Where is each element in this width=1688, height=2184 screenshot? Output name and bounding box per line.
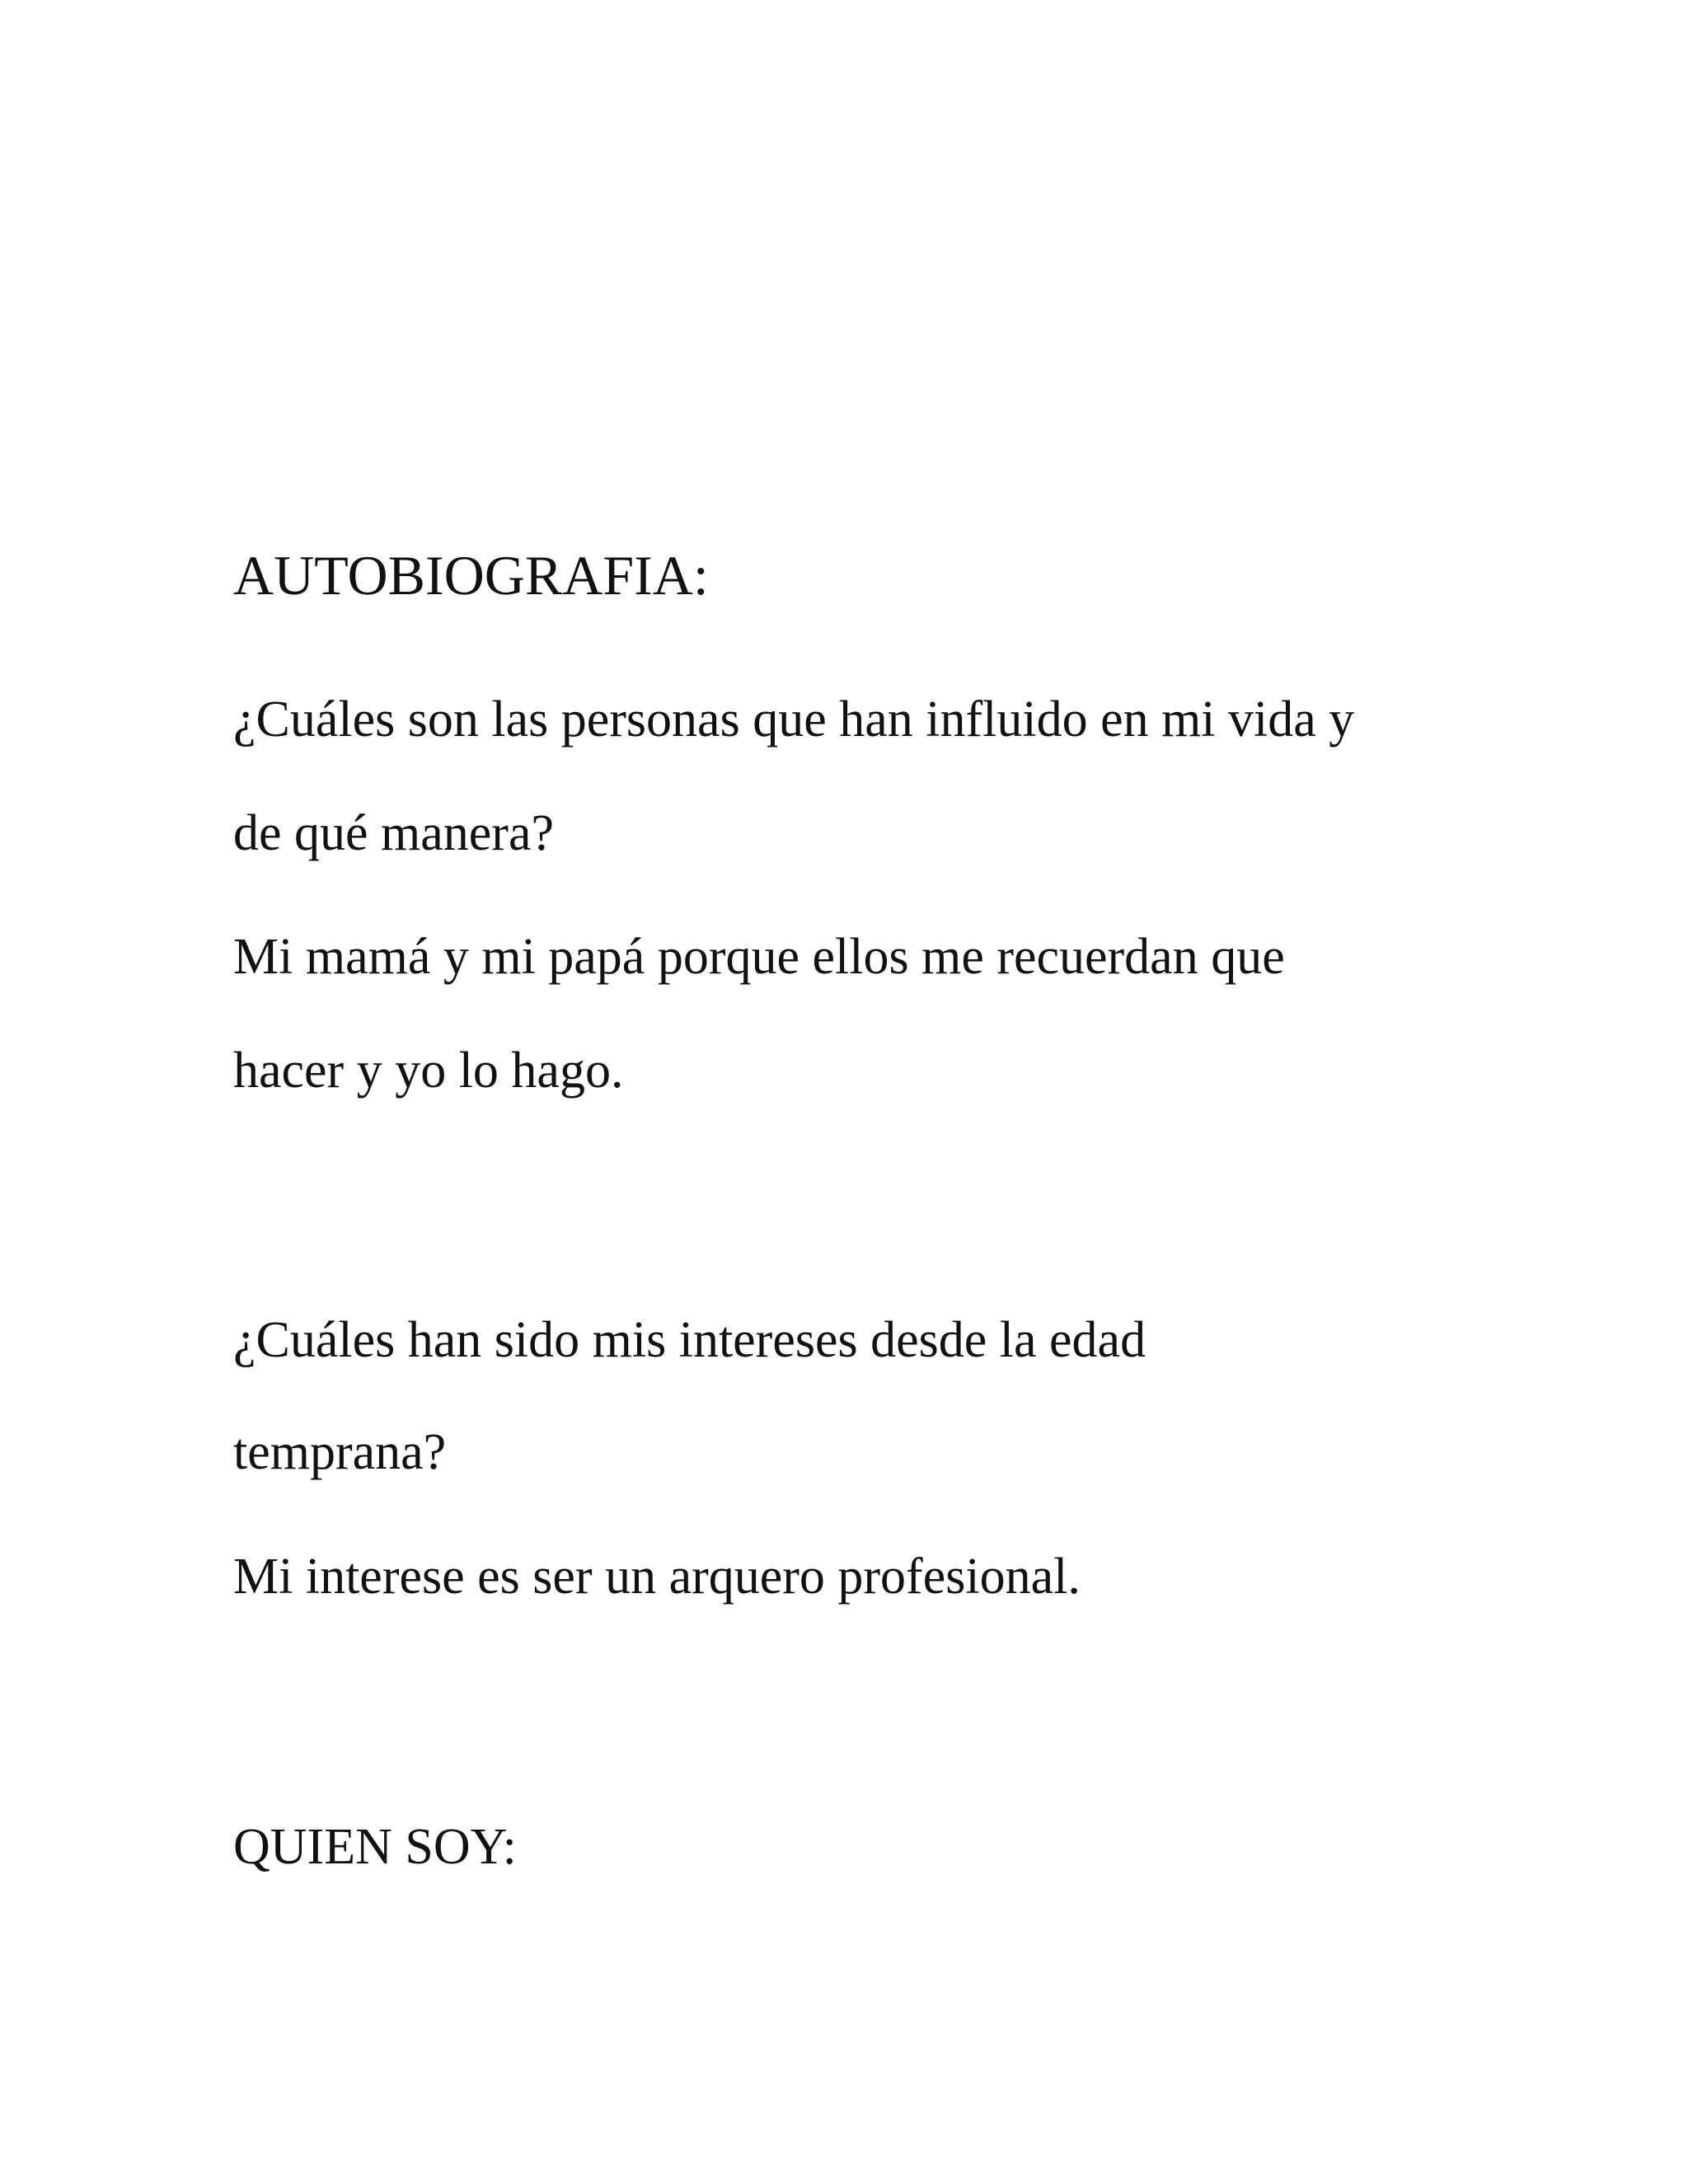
- section-heading-quien-soy: QUIEN SOY:: [233, 1819, 517, 1875]
- question-2-line-1: ¿Cuáles han sido mis intereses desde la edad: [233, 1312, 1146, 1368]
- answer-2-line-1: Mi interese es ser un arquero profesional.: [233, 1549, 1081, 1605]
- answer-1-line-1: Mi mamá y mi papá porque ellos me recuerdan que: [233, 929, 1285, 985]
- question-2-line-2: temprana?: [233, 1424, 447, 1480]
- answer-1-line-2: hacer y yo lo hago.: [233, 1043, 624, 1099]
- question-1-line-2: de qué manera?: [233, 805, 554, 861]
- page-title: AUTOBIOGRAFIA:: [233, 544, 709, 607]
- question-1-line-1: ¿Cuáles son las personas que han influido en mi vida y: [233, 691, 1355, 748]
